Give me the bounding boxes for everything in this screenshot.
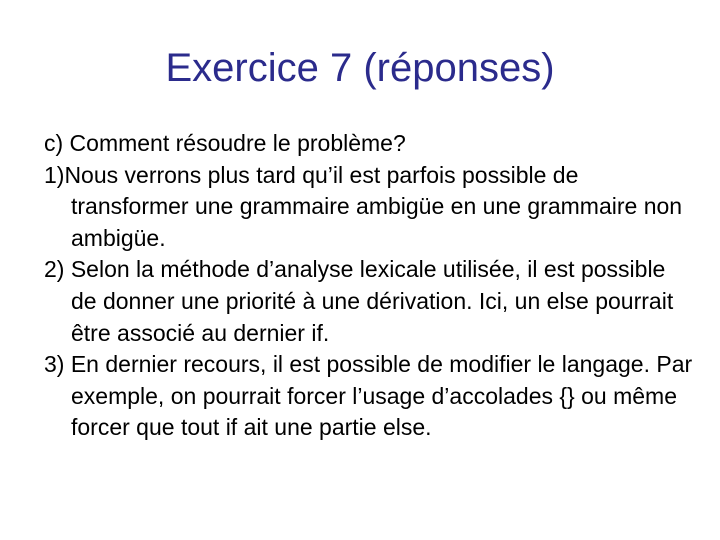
- question-paragraph: c) Comment résoudre le problème?: [44, 130, 406, 156]
- slide-body: [44, 128, 694, 444]
- answer-paragraph-3: 3) En dernier recours, il est possible de modifier le langage. Par exemple, on pourrait forcer l’usage d’accolades {} ou même forcer que tout if ait une partie else.: [44, 351, 693, 441]
- answer-paragraph-2: 2) Selon la méthode d’analyse lexicale utilisée, il est possible de donner une priorité à une dérivation. Ici, un else pourrait être associé au dernier if.: [44, 256, 674, 346]
- slide-title: Exercice 7 (réponses): [165, 46, 555, 90]
- answer-paragraph-1: 1)Nous verrons plus tard qu’il est parfois possible de transformer une grammaire ambigüe en une grammaire non ambigüe.: [44, 161, 683, 251]
